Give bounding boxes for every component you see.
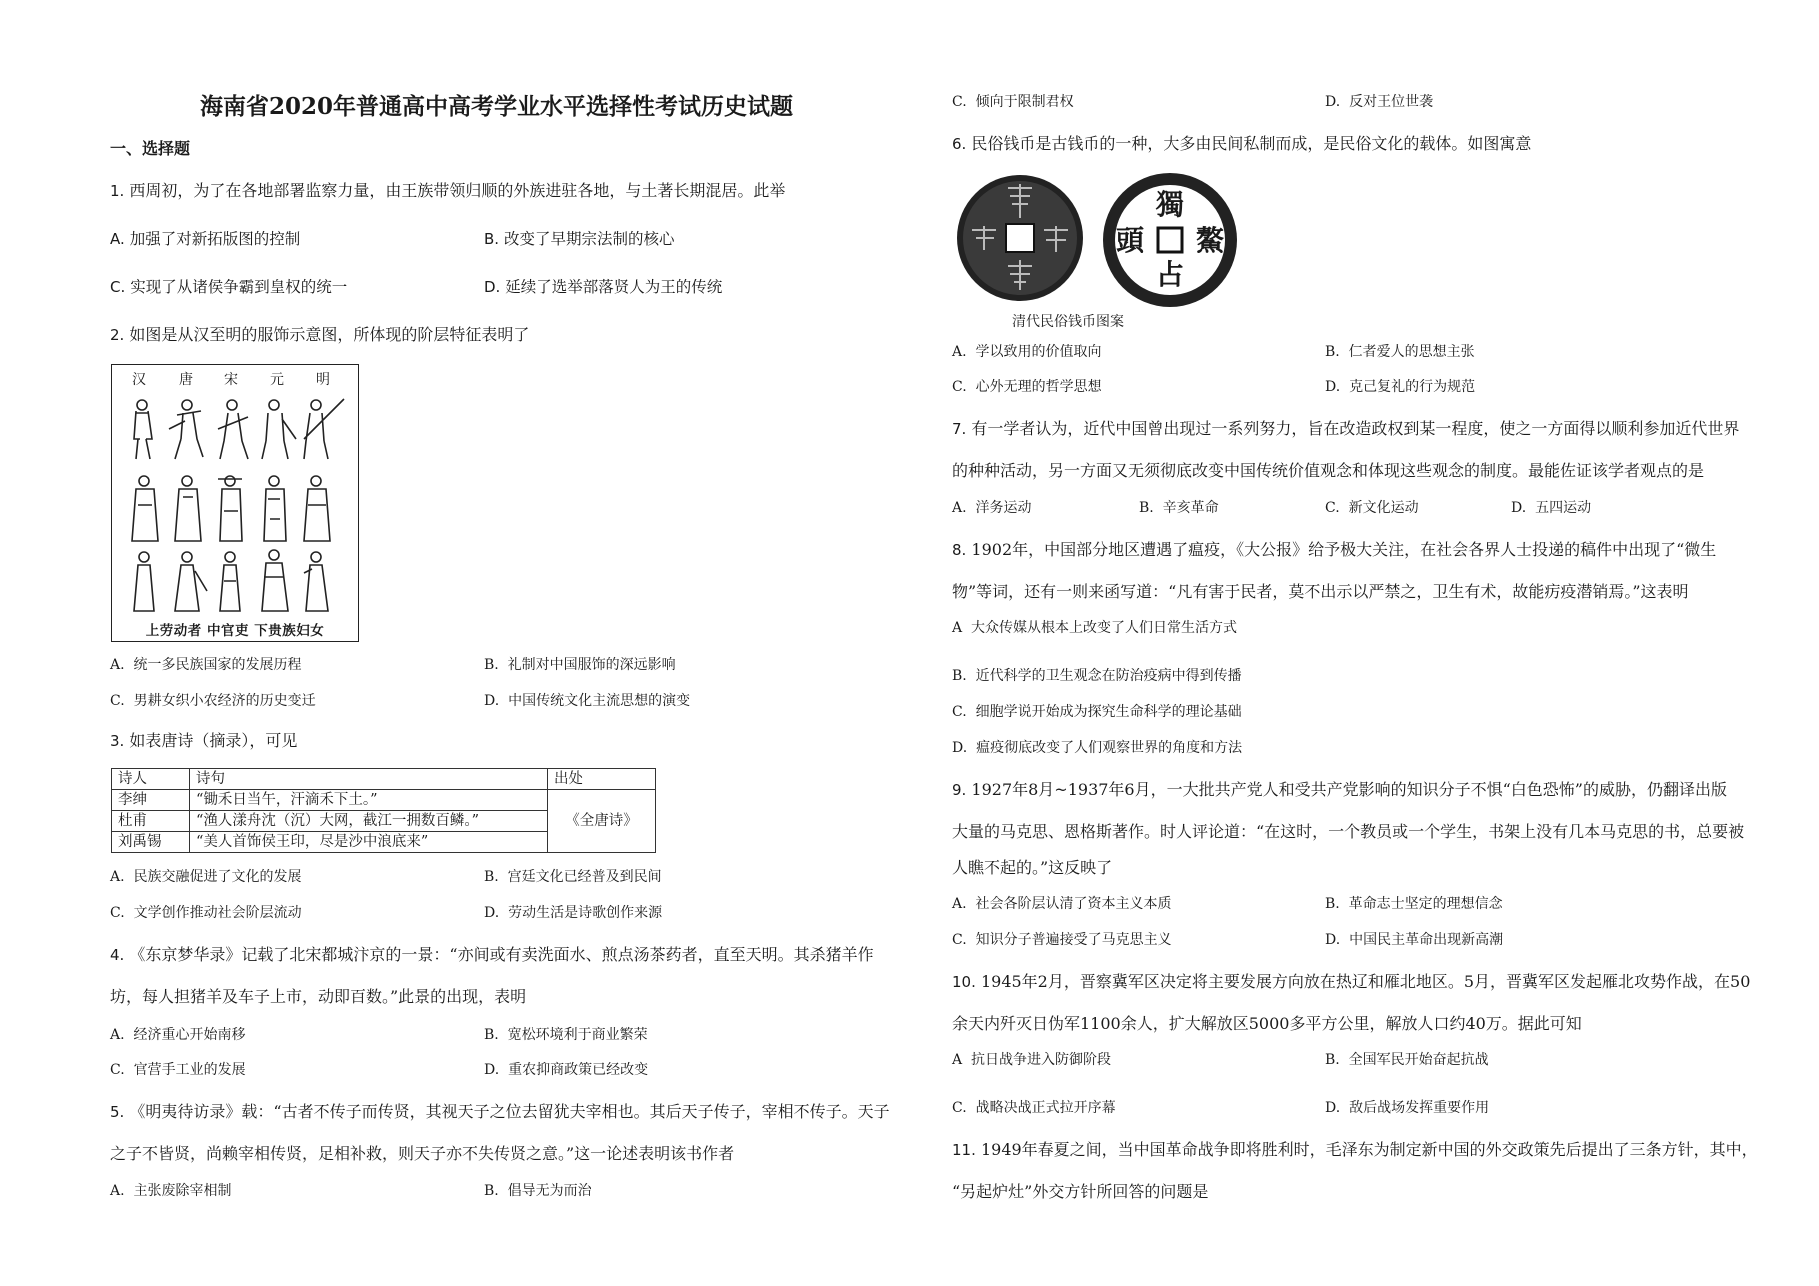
option-b[interactable]: B. 宽松环境利于商业繁荣 (484, 1027, 648, 1043)
table-cell: “锄禾日当午，汗滴禾下土。” (190, 790, 548, 811)
option-c[interactable]: C. 细胞学说开始成为探究生命科学的理论基础 (952, 704, 1242, 720)
option-c[interactable]: C. 倾向于限制君权 (952, 94, 1074, 110)
table-header-cell: 诗人 (112, 769, 190, 790)
option-c[interactable]: C. 战略决战正式拉开序幕 (952, 1100, 1116, 1116)
option-c[interactable]: C. 文学创作推动社会阶层流动 (110, 905, 302, 921)
option-b[interactable]: B. 全国军民开始奋起抗战 (1325, 1052, 1489, 1068)
clothing-figure (111, 364, 359, 642)
table-header-row (112, 769, 656, 790)
option-d[interactable]: D. 中国传统文化主流思想的演变 (484, 693, 691, 709)
option-b[interactable]: B. 倡导无为而治 (484, 1183, 592, 1199)
question-stem-cont: 坊，每人担猪羊及车子上市，动即百数。”此景的出现，表明 (110, 987, 527, 1006)
option-d[interactable]: D. 克己复礼的行为规范 (1325, 379, 1476, 395)
question-stem-cont: 余天内歼灭日伪军1100余人，扩大解放区5000多平方公里，解放人口约40万。据此可知 (952, 1014, 1582, 1033)
option-c[interactable]: C. 新文化运动 (1325, 500, 1419, 516)
dynasty-label: 明 (316, 372, 330, 388)
table-cell: 杜甫 (112, 811, 190, 832)
section-heading: 一、选择题 (110, 139, 191, 158)
question-stem: 10. 1945年2月，晋察冀军区决定将主要发展方向放在热辽和雁北地区。5月，晋冀军区发起雁北攻势作战，在50 (952, 972, 1751, 991)
question-stem: 8. 1902年，中国部分地区遭遇了瘟疫，《大公报》给予极大关注，在社会各界人士投递的稿件中出现了“微生 (952, 540, 1717, 559)
option-a[interactable]: A. 统一多民族国家的发展历程 (110, 657, 302, 673)
page-title: 海南省2020年普通高中高考学业水平选择性考试历史试题 (200, 93, 794, 120)
question-stem: 2. 如图是从汉至明的服饰示意图，所体现的阶层特征表明了 (110, 325, 530, 344)
option-b[interactable]: B. 仁者爱人的思想主张 (1325, 344, 1475, 360)
figure-caption: 上劳动者 中官吏 下贵族妇女 (145, 623, 325, 639)
option-c[interactable]: C. 男耕女织小农经济的历史变迁 (110, 693, 316, 709)
option-d[interactable]: D. 瘟疫彻底改变了人们观察世界的角度和方法 (952, 740, 1243, 756)
table-cell: “美人首饰侯王印，尽是沙中浪底来” (190, 832, 548, 853)
dynasty-label: 汉 (132, 372, 146, 388)
coin-2-char-top: 獨 (1156, 188, 1185, 221)
option-c[interactable]: C. 实现了从诸侯争霸到皇权的统一 (110, 278, 348, 296)
option-b[interactable]: B. 改变了早期宗法制的核心 (484, 230, 675, 248)
table-header-cell: 出处 (548, 769, 656, 790)
question-stem: 3. 如表唐诗（摘录），可见 (110, 731, 298, 750)
dynasty-label: 宋 (224, 372, 238, 388)
option-a[interactable]: A. 主张废除宰相制 (110, 1183, 232, 1199)
option-c[interactable]: C. 心外无理的哲学思想 (952, 379, 1102, 395)
poem-table (111, 768, 656, 853)
dynasty-label: 唐 (179, 372, 193, 388)
question-stem-cont: 物”等词，还有一则来函写道：“凡有害于民者，莫不出示以严禁之，卫生有术，故能疠疫潜销焉。”这表明 (952, 582, 1689, 601)
table-source-cell: 《全唐诗》 (548, 790, 656, 853)
coin-2-char-left: 頭 (1116, 224, 1145, 257)
option-a[interactable]: A. 洋务运动 (952, 500, 1032, 516)
option-a[interactable]: A. 民族交融促进了文化的发展 (110, 869, 302, 885)
option-a[interactable]: A. 加强了对新拓版图的控制 (110, 230, 301, 248)
table-cell: “渔人漾舟沈（沉）大网，截江一拥数百鳞。” (190, 811, 548, 832)
question-stem: 9. 1927年8月~1937年6月，一大批共产党人和受共产党影响的知识分子不惧“白色恐怖”的威胁，仍翻译出版 (952, 780, 1727, 799)
option-a[interactable]: A. 社会各阶层认清了资本主义本质 (952, 896, 1172, 912)
figure-dynasty-labels (112, 369, 358, 389)
option-b[interactable]: B. 革命志士坚定的理想信念 (1325, 896, 1503, 912)
option-b[interactable]: B. 近代科学的卫生观念在防治疫病中得到传播 (952, 668, 1242, 684)
option-a[interactable]: A. 经济重心开始南移 (110, 1027, 246, 1043)
question-stem-cont: 的种种活动，另一方面又无须彻底改变中国传统价值观念和体现这些观念的制度。最能佐证该学者观点的是 (952, 461, 1705, 480)
option-d[interactable]: D. 敌后战场发挥重要作用 (1325, 1100, 1490, 1116)
option-b[interactable]: B. 宫廷文化已经普及到民间 (484, 869, 662, 885)
option-c[interactable]: C. 官营手工业的发展 (110, 1062, 246, 1078)
table-cell: 李绅 (112, 790, 190, 811)
question-stem-cont: 人瞧不起的。”这反映了 (952, 858, 1113, 877)
table-header-cell: 诗句 (190, 769, 548, 790)
coin-2-char-bottom: 占 (1156, 258, 1185, 291)
dynasty-label: 元 (270, 372, 284, 388)
option-a[interactable]: A. 学以致用的价值取向 (952, 344, 1102, 360)
question-stem-cont: “另起炉灶”外交方针所回答的问题是 (952, 1182, 1209, 1201)
option-d[interactable]: D. 延续了选举部落贤人为王的传统 (484, 278, 723, 296)
option-d[interactable]: D. 重农抑商政策已经改变 (484, 1062, 649, 1078)
option-d[interactable]: D. 劳动生活是诗歌创作来源 (484, 905, 663, 921)
option-d[interactable]: D. 反对王位世袭 (1325, 94, 1434, 110)
table-cell: 刘禹锡 (112, 832, 190, 853)
question-stem: 1. 西周初，为了在各地部署监察力量，由王族带领归顺的外族进驻各地，与土著长期混居。此举 (110, 181, 786, 200)
question-stem-cont: 之子不皆贤，尚赖宰相传贤，足相补救，则天子亦不失传贤之意。”这一论述表明该书作者 (110, 1144, 735, 1163)
coin-caption: 清代民俗钱币图案 (1012, 314, 1124, 330)
option-d[interactable]: D. 五四运动 (1511, 500, 1592, 516)
option-b[interactable]: B. 礼制对中国服饰的深远影响 (484, 657, 676, 673)
coin-1-image (954, 170, 1086, 306)
option-c[interactable]: C. 知识分子普遍接受了马克思主义 (952, 932, 1172, 948)
question-stem: 11. 1949年春夏之间，当中国革命战争即将胜利时，毛泽东为制定新中国的外交政策先后提出了三条方针，其中， (952, 1140, 1758, 1159)
figures-illustration (120, 391, 350, 613)
question-stem: 4. 《东京梦华录》记载了北宋都城汴京的一景：“亦间或有卖洗面水、煎点汤茶药者，直至天明。其杀猪羊作 (110, 945, 874, 964)
coin-2-char-right: 鰲 (1196, 224, 1225, 257)
table-row (112, 790, 656, 811)
question-stem-cont: 大量的马克思、恩格斯著作。时人评论道：“在这时，一个教员或一个学生，书架上没有几本马克思的书，总要被 (952, 822, 1745, 841)
option-b[interactable]: B. 辛亥革命 (1139, 500, 1219, 516)
option-d[interactable]: D. 中国民主革命出现新高潮 (1325, 932, 1504, 948)
option-a[interactable]: A 抗日战争进入防御阶段 (952, 1052, 1112, 1068)
option-a[interactable]: A 大众传媒从根本上改变了人们日常生活方式 (952, 620, 1238, 636)
question-stem: 7. 有一学者认为，近代中国曾出现过一系列努力，旨在改造政权到某一程度，使之一方面得以顺利参加近代世界 (952, 419, 1740, 438)
question-stem: 5. 《明夷待访录》载：“古者不传子而传贤，其视天子之位去留犹夫宰相也。其后天子传子，宰相不传子。天子 (110, 1102, 890, 1121)
question-stem: 6. 民俗钱币是古钱币的一种，大多由民间私制而成，是民俗文化的载体。如图寓意 (952, 134, 1532, 153)
